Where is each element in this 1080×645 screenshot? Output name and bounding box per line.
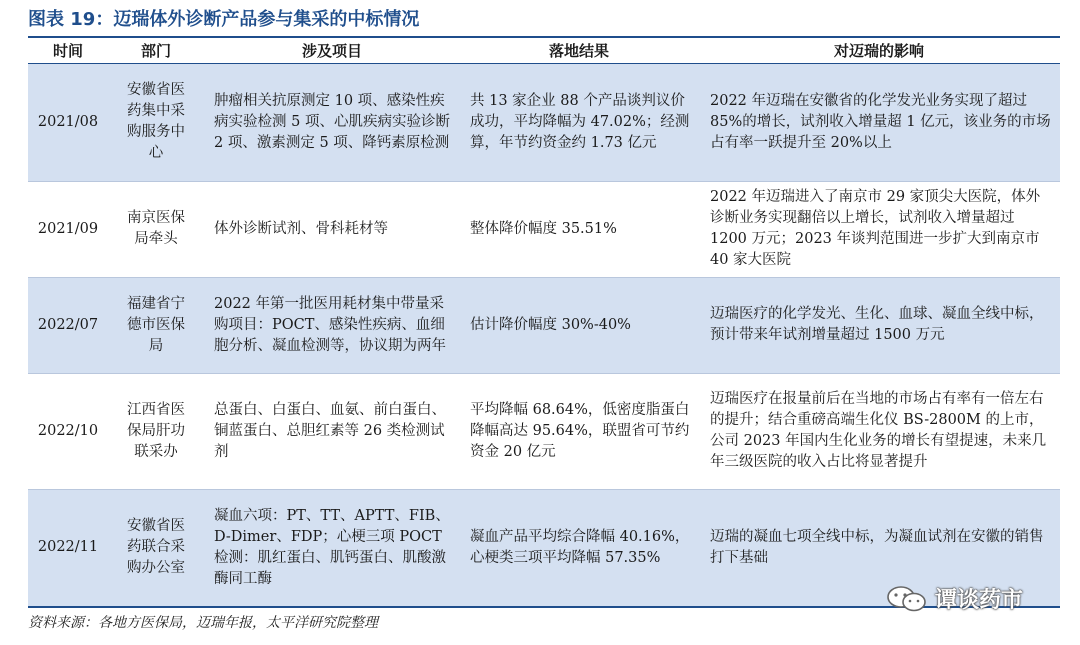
cell-dept: 福建省宁德市医保局 [108,277,204,373]
bid-results-table [28,36,1060,608]
cell-dept: 安徽省医药集中采购服务中心 [108,63,204,181]
watermark-text: 谭谈药市 [935,588,1024,613]
cell-impact: 2022 年迈瑞进入了南京市 29 家顶尖大医院，体外诊断业务实现翻倍以上增长，试剂收入增量超过 1200 万元；2023 年谈判范围进一步扩大到南京市 40 家大医院 [698,181,1060,277]
table-row [28,277,1060,373]
cell-impact: 2022 年迈瑞在安徽省的化学发光业务实现了超过 85%的增长，试剂收入增量超 1 亿元，该业务的市场占有率一跃提升至 20%以上 [698,63,1060,181]
cell-result: 凝血产品平均综合降幅 40.16%，心梗类三项平均降幅 57.35% [460,489,698,607]
cell-impact: 迈瑞医疗在报量前后在当地的市场占有率有一倍左右的提升；结合重磅高端生化仪 BS-2800M 的上市，公司 2023 年国内生化业务的增长有望提速，未来几年三级医院的收入占比将显著提升 [698,373,1060,489]
table-row [28,63,1060,181]
table-header-row [28,37,1060,63]
source-note: 资料来源：各地方医保局，迈瑞年报，太平洋研究院整理 [28,615,378,631]
header-result: 落地结果 [460,37,698,63]
cell-project: 肿瘤相关抗原测定 10 项、感染性疾病实验检测 5 项、心肌疾病实验诊断 2 项、激素测定 5 项、降钙素原检测 [204,63,460,181]
cell-dept: 安徽省医药联合采购办公室 [108,489,204,607]
cell-time: 2021/09 [28,181,108,277]
cell-time: 2022/07 [28,277,108,373]
cell-project: 2022 年第一批医用耗材集中带量采购项目：POCT、感染性疾病、血细胞分析、凝血检测等，协议期为两年 [204,277,460,373]
cell-dept: 江西省医保局肝功联采办 [108,373,204,489]
cell-result: 估计降价幅度 30%-40% [460,277,698,373]
header-impact: 对迈瑞的影响 [698,37,1060,63]
cell-impact: 迈瑞医疗的化学发光、生化、血球、凝血全线中标，预计带来年试剂增量超过 1500 万元 [698,277,1060,373]
cell-result: 平均降幅 68.64%，低密度脂蛋白降幅高达 95.64%，联盟省可节约资金 20 亿元 [460,373,698,489]
cell-impact: 迈瑞的凝血七项全线中标，为凝血试剂在安徽的销售打下基础 [698,489,1060,607]
cell-time: 2021/08 [28,63,108,181]
watermark [885,583,1023,614]
table-row [28,373,1060,489]
cell-time: 2022/10 [28,373,108,489]
cell-result: 整体降价幅度 35.51% [460,181,698,277]
figure-title: 图表 19：迈瑞体外诊断产品参与集采的中标情况 [28,9,420,30]
cell-result: 共 13 家企业 88 个产品谈判议价成功，平均降幅为 47.02%；经测算，年节约资金约 1.73 亿元 [460,63,698,181]
cell-project: 体外诊断试剂、骨科耗材等 [204,181,460,277]
header-project: 涉及项目 [204,37,460,63]
header-dept: 部门 [108,37,204,63]
table-row [28,181,1060,277]
cell-time: 2022/11 [28,489,108,607]
cell-dept: 南京医保局牵头 [108,181,204,277]
header-time: 时间 [28,37,108,63]
figure-title-row [0,0,1080,34]
cell-project: 凝血六项：PT、TT、APTT、FIB、D-Dimer、FDP；心梗三项 POCT 检测：肌红蛋白、肌钙蛋白、肌酸激酶同工酶 [204,489,460,607]
cell-project: 总蛋白、白蛋白、血氨、前白蛋白、铜蓝蛋白、总胆红素等 26 类检测试剂 [204,373,460,489]
wechat-icon [885,585,929,613]
